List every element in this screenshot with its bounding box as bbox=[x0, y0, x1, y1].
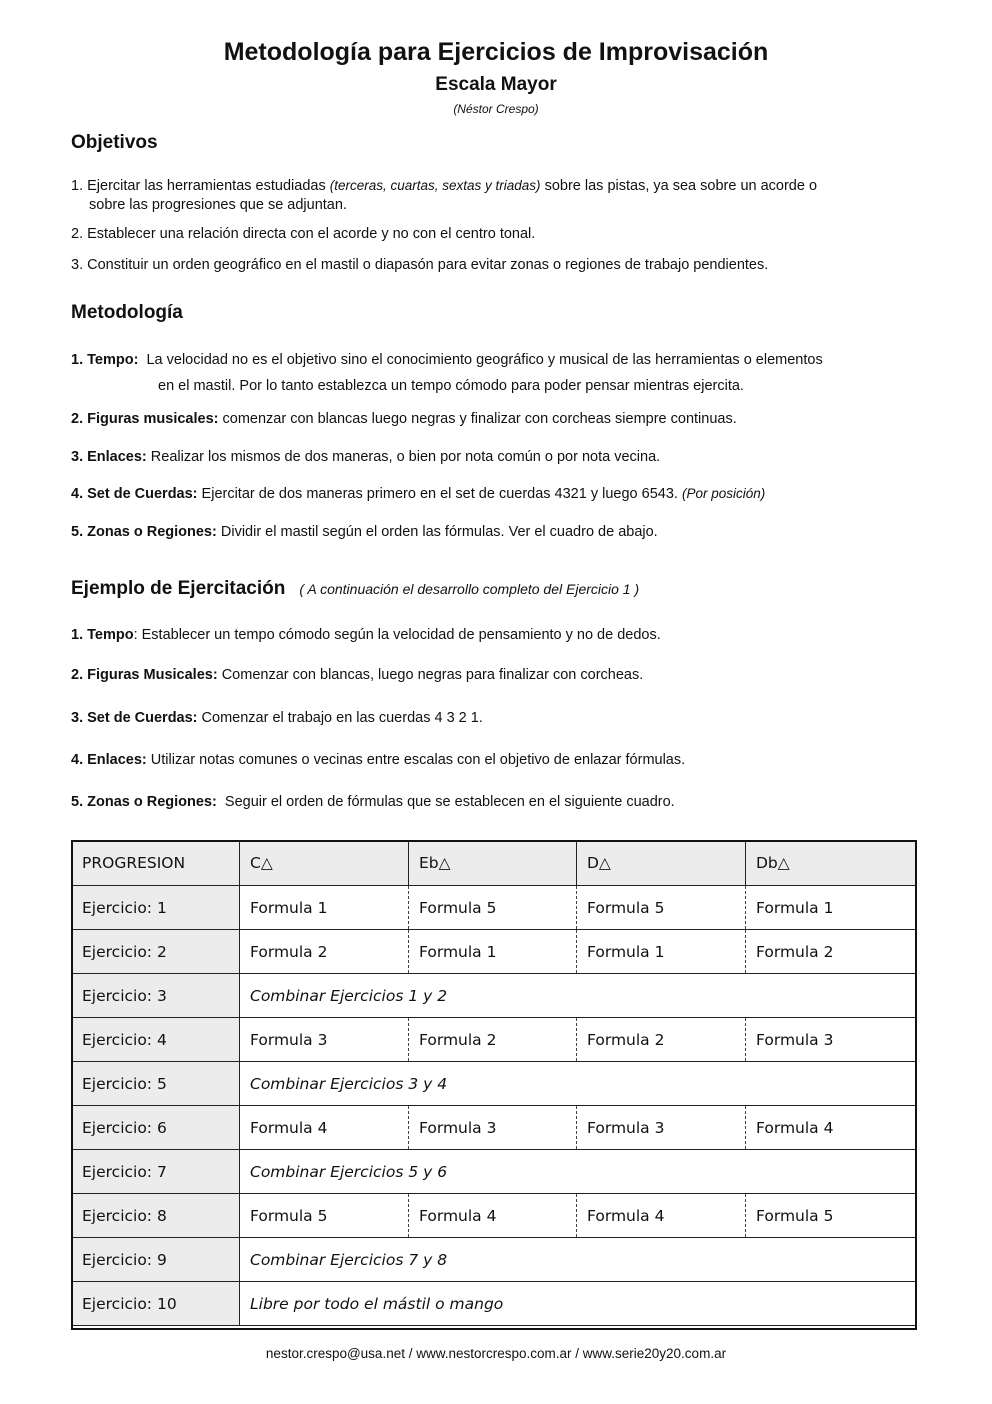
table-span-cell: Combinar Ejercicios 3 y 4 bbox=[240, 1062, 916, 1106]
metodologia-item-5 bbox=[71, 523, 941, 542]
item-label: 4. Enlaces: bbox=[71, 752, 147, 768]
row-label: Ejercicio: 1 bbox=[72, 886, 240, 930]
item-number: 2 bbox=[71, 226, 80, 242]
table-row bbox=[72, 1282, 916, 1326]
table-cell: Formula 2 bbox=[409, 1018, 577, 1062]
objetivo-item-1 bbox=[71, 176, 941, 215]
table-cell: Formula 3 bbox=[409, 1106, 577, 1150]
objetivo-item-3 bbox=[71, 256, 941, 275]
row-label: Ejercicio: 6 bbox=[72, 1106, 240, 1150]
item-text: Seguir el orden de fórmulas que se establecen en el siguiente cuadro. bbox=[224, 794, 675, 810]
table-span-cell: Combinar Ejercicios 5 y 6 bbox=[240, 1150, 916, 1194]
table-cell: Formula 5 bbox=[409, 886, 577, 930]
metodologia-item-1 bbox=[71, 347, 941, 399]
table-cell: Formula 1 bbox=[409, 930, 577, 974]
item-emphasis: (terceras, cuartas, sextas y triadas) bbox=[329, 178, 541, 193]
item-emphasis: (Por posición) bbox=[681, 486, 766, 501]
metodologia-item-4 bbox=[71, 484, 941, 504]
table-cell: Formula 2 bbox=[240, 930, 409, 974]
table-cell: Formula 3 bbox=[746, 1018, 916, 1062]
table-row bbox=[72, 1062, 916, 1106]
row-label: Ejercicio: 10 bbox=[72, 1282, 240, 1326]
table-row bbox=[72, 886, 916, 930]
item-text: : Establecer un tempo cómodo según la velocidad de pensamiento y no de dedos. bbox=[133, 627, 661, 643]
header-cell-db: Db△ bbox=[746, 841, 916, 886]
item-text-line2: en el mastil. Por lo tanto establezca un tempo cómodo para poder pensar mientras ejercita. bbox=[158, 378, 744, 394]
table-row bbox=[72, 974, 916, 1018]
table-cell: Formula 5 bbox=[746, 1194, 916, 1238]
row-label: Ejercicio: 7 bbox=[72, 1150, 240, 1194]
page-title: Metodología para Ejercicios de Improvisación bbox=[223, 38, 769, 66]
item-label: 3. Enlaces: bbox=[71, 449, 147, 465]
ejemplo-item-1 bbox=[71, 626, 941, 645]
header-cell-progresion: PROGRESION bbox=[72, 841, 240, 886]
item-text: . Constituir un orden geográfico en el mastil o diapasón para evitar zonas o regiones de trabajo pendientes. bbox=[79, 257, 769, 273]
section-heading-objetivos: Objetivos bbox=[71, 132, 158, 153]
item-text: comenzar con blancas luego negras y finalizar con corcheas siempre continuas. bbox=[222, 411, 737, 427]
table-row bbox=[72, 930, 916, 974]
item-text: Utilizar notas comunes o vecinas entre escalas con el objetivo de enlazar fórmulas. bbox=[150, 752, 686, 768]
header-cell-d: D△ bbox=[577, 841, 746, 886]
table-row bbox=[72, 1106, 916, 1150]
table-span-cell: Combinar Ejercicios 1 y 2 bbox=[240, 974, 916, 1018]
table-cell: Formula 3 bbox=[240, 1018, 409, 1062]
metodologia-item-3 bbox=[71, 448, 941, 467]
table-row bbox=[72, 1238, 916, 1282]
item-label: 4. Set de Cuerdas: bbox=[71, 486, 198, 502]
item-text: Ejercitar de dos maneras primero en el set de cuerdas 4321 y luego 6543. bbox=[201, 486, 678, 502]
item-text: . Ejercitar las herramientas estudiadas bbox=[79, 178, 330, 194]
ejemplo-item-3 bbox=[71, 709, 941, 728]
table-cell: Formula 4 bbox=[409, 1194, 577, 1238]
item-text-line2: sobre las progresiones que se adjuntan. bbox=[89, 197, 347, 213]
row-label: Ejercicio: 8 bbox=[72, 1194, 240, 1238]
table-span-cell: Combinar Ejercicios 7 y 8 bbox=[240, 1238, 916, 1282]
table-span-cell: Libre por todo el mástil o mango bbox=[240, 1282, 916, 1326]
footer-contact: nestor.crespo@usa.net / www.nestorcrespo.com.ar / www.serie20y20.com.ar bbox=[265, 1346, 727, 1361]
item-text: Comenzar el trabajo en las cuerdas 4 3 2 1. bbox=[201, 710, 483, 726]
table-cell: Formula 2 bbox=[746, 930, 916, 974]
section-note: ( A continuación el desarrollo completo del Ejercicio 1 ) bbox=[299, 581, 640, 597]
table-header-row bbox=[72, 841, 916, 886]
item-number: 1 bbox=[71, 178, 80, 194]
table-row bbox=[72, 1018, 916, 1062]
table-cell: Formula 4 bbox=[746, 1106, 916, 1150]
metodologia-item-2 bbox=[71, 410, 941, 429]
item-label: 3. Set de Cuerdas: bbox=[71, 710, 198, 726]
row-label: Ejercicio: 5 bbox=[72, 1062, 240, 1106]
page-subtitle: Escala Mayor bbox=[435, 74, 557, 95]
item-text: Realizar los mismos de dos maneras, o bien por nota común o por nota vecina. bbox=[150, 449, 661, 465]
table-cell: Formula 4 bbox=[240, 1106, 409, 1150]
table-cell: Formula 1 bbox=[577, 930, 746, 974]
item-label: 2. Figuras Musicales: bbox=[71, 667, 218, 683]
table-row bbox=[72, 1194, 916, 1238]
item-number: 3 bbox=[71, 257, 80, 273]
section-heading-metodologia: Metodología bbox=[71, 302, 183, 323]
item-label: 5. Zonas o Regiones: bbox=[71, 794, 217, 810]
item-text-continued: sobre las pistas, ya sea sobre un acorde o bbox=[540, 178, 818, 194]
progression-table bbox=[71, 840, 916, 1326]
item-text: Comenzar con blancas, luego negras para finalizar con corcheas. bbox=[221, 667, 644, 683]
row-label: Ejercicio: 4 bbox=[72, 1018, 240, 1062]
section-heading-ejemplo bbox=[71, 578, 639, 600]
row-label: Ejercicio: 2 bbox=[72, 930, 240, 974]
item-text: La velocidad no es el objetivo sino el conocimiento geográfico y musical de las herramientas o elementos bbox=[146, 352, 823, 368]
section-heading-text: Ejemplo de Ejercitación bbox=[71, 578, 286, 599]
table-cell: Formula 5 bbox=[577, 886, 746, 930]
author-credit: (Néstor Crespo) bbox=[453, 102, 539, 116]
item-label: 5. Zonas o Regiones: bbox=[71, 524, 217, 540]
ejemplo-item-4 bbox=[71, 751, 941, 770]
table-cell: Formula 1 bbox=[240, 886, 409, 930]
ejemplo-item-5 bbox=[71, 793, 941, 812]
header-cell-c: C△ bbox=[240, 841, 409, 886]
item-label: 1. Tempo bbox=[71, 627, 134, 643]
row-label: Ejercicio: 9 bbox=[72, 1238, 240, 1282]
table-cell: Formula 1 bbox=[746, 886, 916, 930]
objetivo-item-2 bbox=[71, 225, 941, 244]
row-label: Ejercicio: 3 bbox=[72, 974, 240, 1018]
table-cell: Formula 5 bbox=[240, 1194, 409, 1238]
table-cell: Formula 4 bbox=[577, 1194, 746, 1238]
item-text: Dividir el mastil según el orden las fórmulas. Ver el cuadro de abajo. bbox=[220, 524, 658, 540]
ejemplo-item-2 bbox=[71, 666, 941, 685]
table-row bbox=[72, 1150, 916, 1194]
item-label: 2. Figuras musicales: bbox=[71, 411, 219, 427]
item-text: . Establecer una relación directa con el acorde y no con el centro tonal. bbox=[79, 226, 536, 242]
table-cell: Formula 2 bbox=[577, 1018, 746, 1062]
header-cell-eb: Eb△ bbox=[409, 841, 577, 886]
table-cell: Formula 3 bbox=[577, 1106, 746, 1150]
item-label: 1. Tempo: bbox=[71, 352, 139, 368]
